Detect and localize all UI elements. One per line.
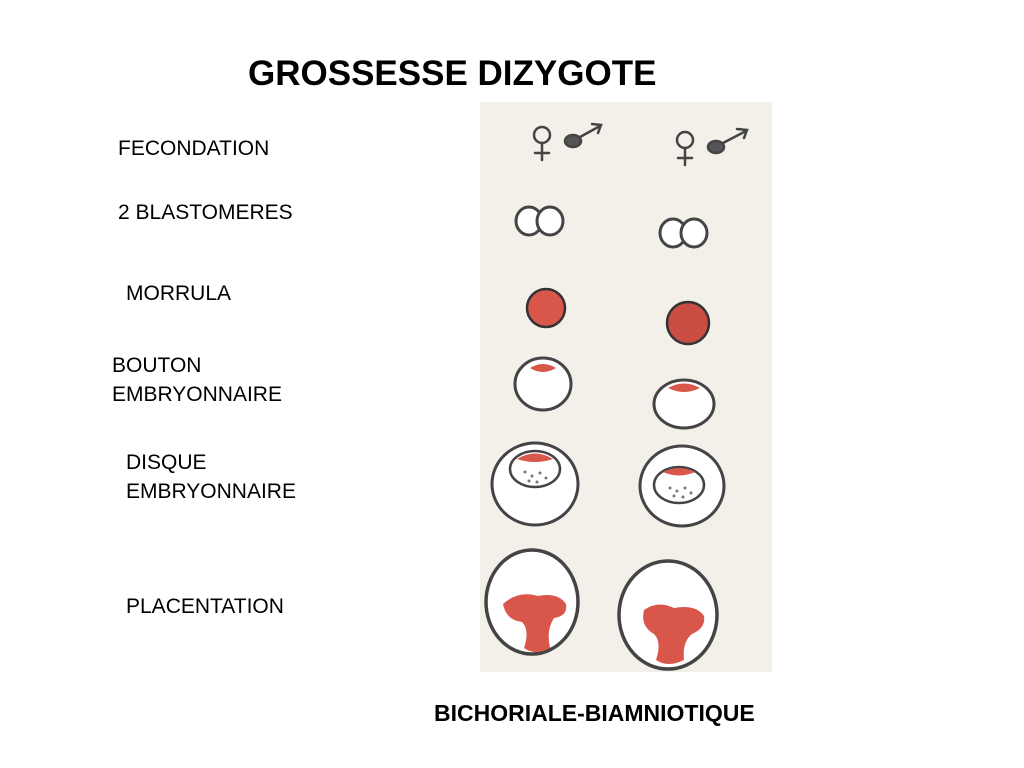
page-title: GROSSESSE DIZYGOTE bbox=[248, 54, 657, 93]
placentation-left bbox=[486, 550, 578, 654]
placentation-right bbox=[619, 561, 717, 669]
disque-left bbox=[492, 443, 578, 525]
morula-right bbox=[667, 302, 709, 344]
diagram-caption: BICHORIALE-BIAMNIOTIQUE bbox=[434, 700, 755, 726]
embryo-development-sketch bbox=[480, 102, 772, 672]
bouton-left bbox=[515, 358, 571, 410]
stage-label-blastomeres: 2 BLASTOMERES bbox=[118, 201, 293, 224]
stage-label-morrula: MORRULA bbox=[126, 282, 232, 305]
bouton-right bbox=[654, 380, 714, 428]
stage-label-line: DISQUE bbox=[126, 451, 207, 474]
stage-label-line: EMBRYONNAIRE bbox=[126, 480, 296, 503]
blastomeres-left bbox=[516, 207, 563, 235]
stage-label-fecondation: FECONDATION bbox=[118, 137, 270, 160]
morula-left bbox=[527, 289, 565, 327]
stage-label-bouton-embryonnaire bbox=[112, 351, 282, 409]
stage-label-placentation: PLACENTATION bbox=[126, 595, 284, 618]
stage-label-line: BOUTON bbox=[112, 354, 202, 377]
stage-label-disque-embryonnaire bbox=[126, 448, 296, 506]
blastomeres-right bbox=[660, 219, 707, 247]
stage-label-line: EMBRYONNAIRE bbox=[112, 383, 282, 406]
disque-right bbox=[640, 446, 724, 526]
